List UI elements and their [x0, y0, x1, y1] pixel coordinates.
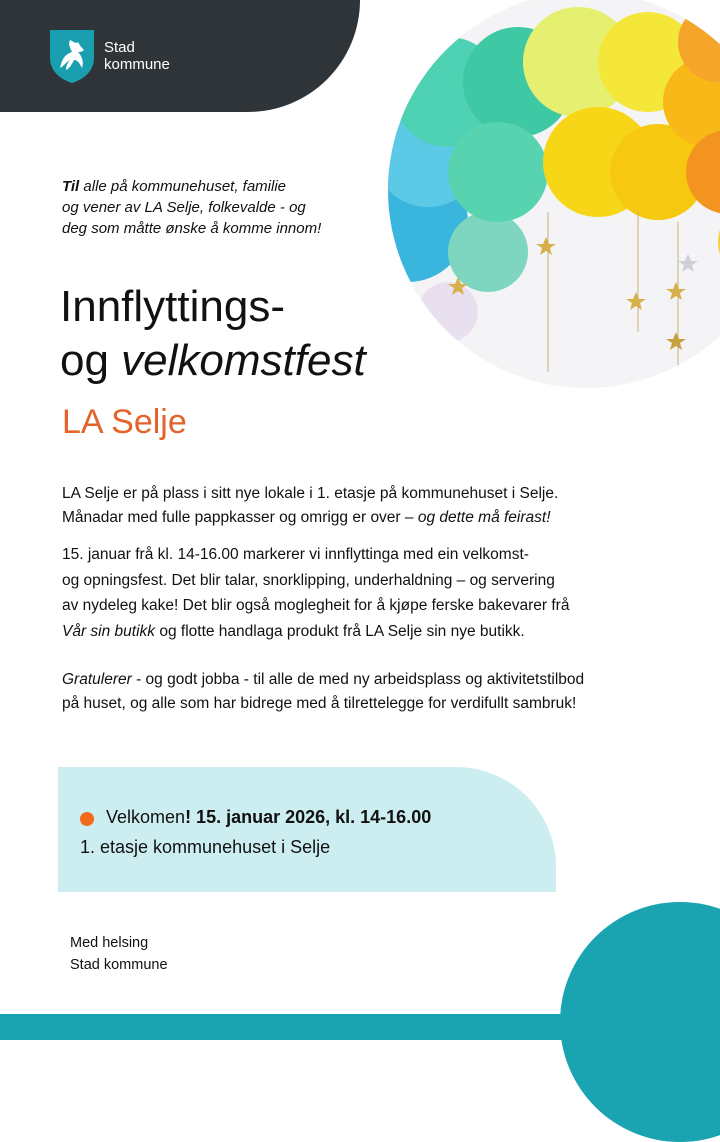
para2-line-3: av nydeleg kake! Det blir også moglegheit for å kjøpe ferske bakevarer frå: [62, 597, 570, 614]
para2-line-1: 15. januar frå kl. 14-16.00 markerer vi innflyttinga med ein velkomst-: [62, 546, 529, 563]
event-location: 1. etasje kommunehuset i Selje: [80, 837, 331, 857]
logo-line-1: Stad: [104, 39, 135, 56]
event-info-band: [58, 767, 556, 892]
event-welcome: Velkomen: [106, 807, 186, 827]
bullet-dot-icon: [80, 812, 94, 826]
intro-line-3: deg som måtte ønske å komme innom!: [62, 220, 322, 237]
intro-lead: Til: [62, 178, 80, 195]
event-datetime: [106, 803, 431, 831]
balloons-illustration: [388, 0, 720, 388]
para2-line-2: og opningsfest. Det blir talar, snorklipping, underhaldning – og servering: [62, 571, 555, 589]
signoff-line-1: Med helsing: [70, 935, 149, 951]
intro-line-1: alle på kommunehuset, familie: [79, 178, 287, 195]
title-line-1: Innflyttings-: [60, 282, 285, 331]
para3-line-2: på huset, og alle som har bidrege med å tilrettelegge for verdifullt sambruk!: [62, 695, 577, 712]
paragraph-3: [62, 668, 682, 716]
signoff-line-2: Stad kommune: [70, 957, 168, 973]
intro-line-2: og vener av LA Selje, folkevalde - og: [62, 199, 306, 216]
title-line-2-italic: velkomstfest: [121, 336, 366, 385]
paragraph-2: [62, 542, 682, 644]
page-title: [60, 280, 366, 388]
intro-text: [62, 176, 382, 239]
para1-line-1: LA Selje er på plass i sitt nye lokale i 1. etasje på kommunehuset i Selje.: [62, 485, 559, 502]
para3-line-1-italic: Gratulerer: [62, 671, 132, 688]
balloon-photo: [388, 0, 720, 388]
para1-line-2-plain: Månadar med fulle pappkasser og omrigg er over –: [62, 509, 418, 526]
stad-kommune-logo: [48, 28, 170, 84]
para3-line-1-plain: - og godt jobba - til alle de med ny arbeidsplass og aktivitetstilbod: [131, 671, 585, 688]
para2-line-4-plain: og flotte handlaga produkt frå LA Selje sin nye butikk.: [155, 622, 525, 640]
para1-line-2-italic: og dette må feirast!: [417, 509, 551, 526]
teal-footer-bar: [0, 1014, 720, 1040]
event-date: ! 15. januar 2026, kl. 14-16.00: [185, 807, 432, 827]
logo-line-2: kommune: [104, 56, 170, 73]
subtitle: LA Selje: [62, 403, 187, 441]
para2-line-4-italic: Vår sin butikk: [62, 622, 156, 640]
paragraph-1: [62, 482, 682, 530]
signoff: [70, 932, 168, 976]
coat-of-arms-icon: [48, 28, 96, 84]
title-line-2-plain: og: [60, 336, 122, 385]
